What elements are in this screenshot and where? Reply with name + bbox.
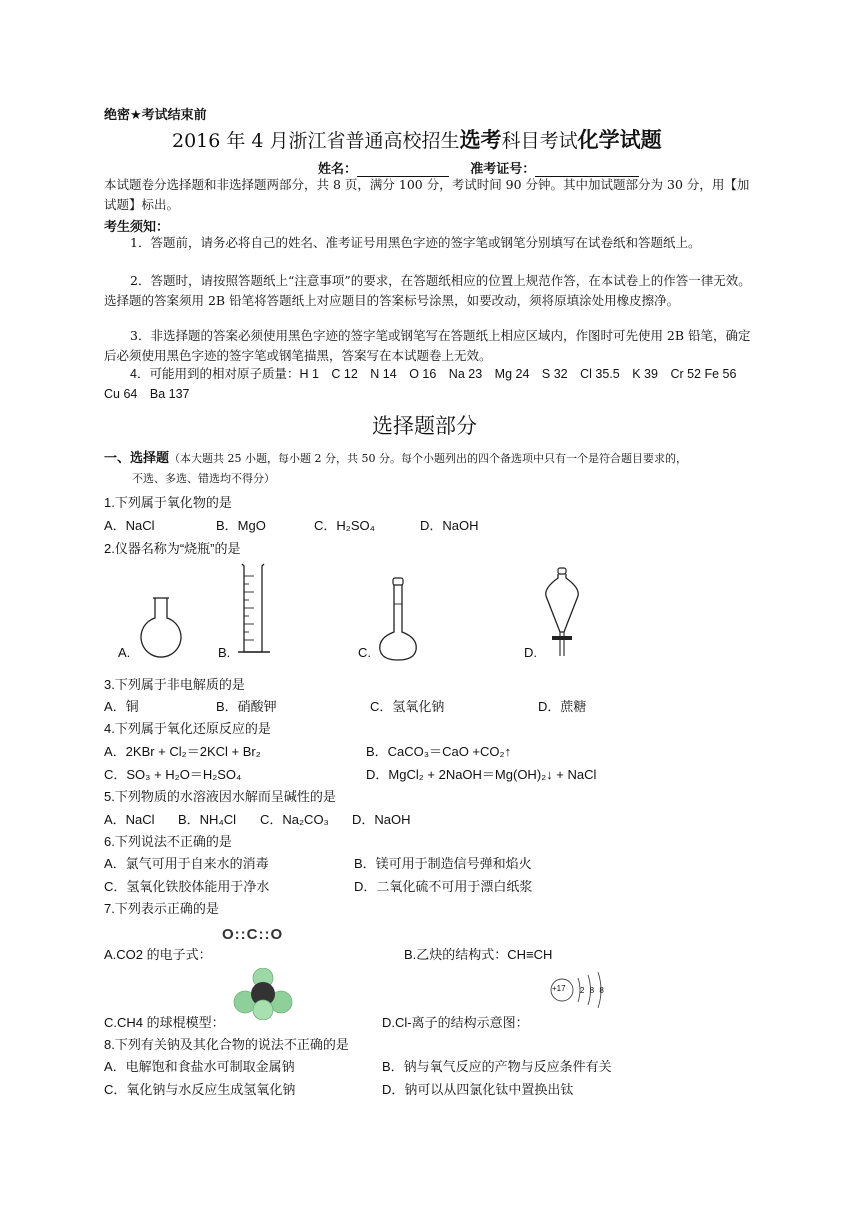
q8-stem: 8.下列有关钠及其化合物的说法不正确的是	[104, 1037, 349, 1052]
q1-option-b: B．MgO	[216, 518, 266, 533]
q2-option-a: A.	[118, 645, 131, 660]
q6-option-b: B．镁可用于制造信号弹和焰火	[354, 856, 532, 871]
q1-option-c: C．H₂SO₄	[314, 518, 375, 533]
exam-id-label: 准考证号：	[470, 161, 536, 176]
q3-option-c: C．氢氧化钠	[370, 699, 445, 714]
q8-option-c: C．氧化钠与水反应生成氢氧化钠	[104, 1082, 296, 1097]
q6-stem: 6.下列说法不正确的是	[104, 834, 232, 849]
cl-nucleus-charge: +17	[552, 984, 566, 993]
title-part-2: 选考	[459, 129, 502, 152]
q1-option-a: A．NaCl	[104, 518, 155, 533]
section-title: 选择题部分	[372, 414, 477, 438]
q6-option-d: D．二氧化硫不可用于漂白纸浆	[354, 879, 533, 894]
q2-option-d: D.	[524, 645, 537, 660]
q7-option-d: D.Cl-离子的结构示意图：	[382, 1015, 529, 1030]
q4-stem: 4.下列属于氧化还原反应的是	[104, 721, 271, 736]
page-title	[172, 124, 662, 152]
q1-stem: 1.下列属于氧化物的是	[104, 495, 232, 510]
q8-option-b: B．钠与氧气反应的产物与反应条件有关	[382, 1059, 612, 1074]
q3-option-b: B．硝酸钾	[216, 699, 277, 714]
part-1-header	[104, 447, 687, 466]
q8-option-d: D．钠可以从四氯化钛中置换出钛	[382, 1082, 574, 1097]
q4-option-c: C．SO₃ + H₂O＝H₂SO₄	[104, 767, 242, 782]
q4-option-b: B．CaCO₃＝CaO +CO₂↑	[366, 744, 512, 759]
q7-option-b: B.乙炔的结构式：CH≡CH	[404, 947, 553, 962]
graduated-cylinder-image	[232, 562, 274, 662]
part-1-desc-line-2: 不选、多选、错选均不得分）	[132, 472, 275, 485]
confidential-label: 绝密★考试结束前	[104, 107, 207, 122]
q3-option-d: D．蔗糖	[538, 699, 587, 714]
q5-option-b: B．NH₄Cl	[178, 812, 237, 827]
q8-option-a: A．电解饱和食盐水可制取金属钠	[104, 1059, 295, 1074]
q1-option-d: D．NaOH	[420, 518, 479, 533]
q3-stem: 3.下列属于非电解质的是	[104, 677, 245, 692]
q5-option-c: C．Na₂CO₃	[260, 812, 329, 827]
notice-item-2: 2．答题时，请按照答题纸上“注意事项”的要求，在答题纸相应的位置上规范作答，在本试卷上的作答一律无效。选择题的答案须用 2B 铅笔将答题纸上对应题目的答案标号涂黑，如要改动，须将原填涂处用橡皮擦净。	[104, 273, 751, 308]
title-part-3: 科目考试	[501, 130, 578, 152]
cl-electron-shells: 2 8 8	[580, 986, 604, 995]
co2-electron-formula: O::C::O	[222, 926, 284, 943]
q5-stem: 5.下列物质的水溶液因水解而呈碱性的是	[104, 789, 336, 804]
part-1-desc-line-1: （本大题共 25 小题，每小题 2 分，共 50 分。每个小题列出的四个备选项中只有一个是符合题目要求的，	[169, 452, 687, 465]
q2-option-c: C.	[358, 645, 371, 660]
q2-option-b: B.	[218, 645, 231, 660]
volumetric-flask-image	[376, 576, 420, 662]
q7-option-c: C.CH4 的球棍模型：	[104, 1015, 225, 1030]
title-part-4: 化学试题	[577, 129, 662, 152]
q2-stem: 2.仪器名称为“烧瓶”的是	[104, 541, 241, 556]
part-1-label: 一、选择题	[104, 450, 170, 465]
q3-option-a: A．铜	[104, 699, 139, 714]
name-label: 姓名：	[318, 161, 358, 176]
q6-option-c: C．氢氧化铁胶体能用于净水	[104, 879, 270, 894]
q5-option-d: D．NaOH	[352, 812, 411, 827]
q4-option-d: D．MgCl₂ + 2NaOH＝Mg(OH)₂↓ + NaCl	[366, 767, 597, 782]
q5-option-a: A．NaCl	[104, 812, 155, 827]
notice-item-4: 4．可能用到的相对原子质量：H 1 C 12 N 14 O 16 Na 23 Mg 24 S 32 Cl 35.5 K 39 Cr 52 Fe 56 Cu 64 Ba 137	[104, 367, 749, 401]
notice-item-3: 3．非选择题的答案必须使用黑色字迹的签字笔或钢笔写在答题纸上相应区域内，作图时可先使用 2B 铅笔，确定后必须使用黑色字迹的签字笔或钢笔描黑，答案写在本试题卷上无效。	[104, 328, 751, 363]
ch4-ball-model-image	[232, 968, 294, 1020]
round-bottom-flask-image	[134, 596, 188, 660]
title-part-1: 2016 年 4 月浙江省普通高校招生	[172, 130, 460, 152]
q4-option-a: A．2KBr + Cl₂＝2KCl + Br₂	[104, 744, 261, 759]
notice-heading: 考生须知：	[104, 219, 170, 234]
q6-option-a: A．氯气可用于自来水的消毒	[104, 856, 269, 871]
separatory-funnel-image	[540, 566, 584, 658]
notice-item-1: 1．答题前，请务必将自己的姓名、准考证号用黑色字迹的签字笔或钢笔分别填写在试卷纸和答题纸上。	[130, 235, 701, 250]
q7-option-a: A.CO2 的电子式：	[104, 947, 212, 962]
intro-text: 本试题卷分选择题和非选择题两部分，共 8 页，满分 100 分，考试时间 90 分钟。其中加试题部分为 30 分，用【加试题】标出。	[104, 177, 750, 212]
q7-stem: 7.下列表示正确的是	[104, 901, 219, 916]
